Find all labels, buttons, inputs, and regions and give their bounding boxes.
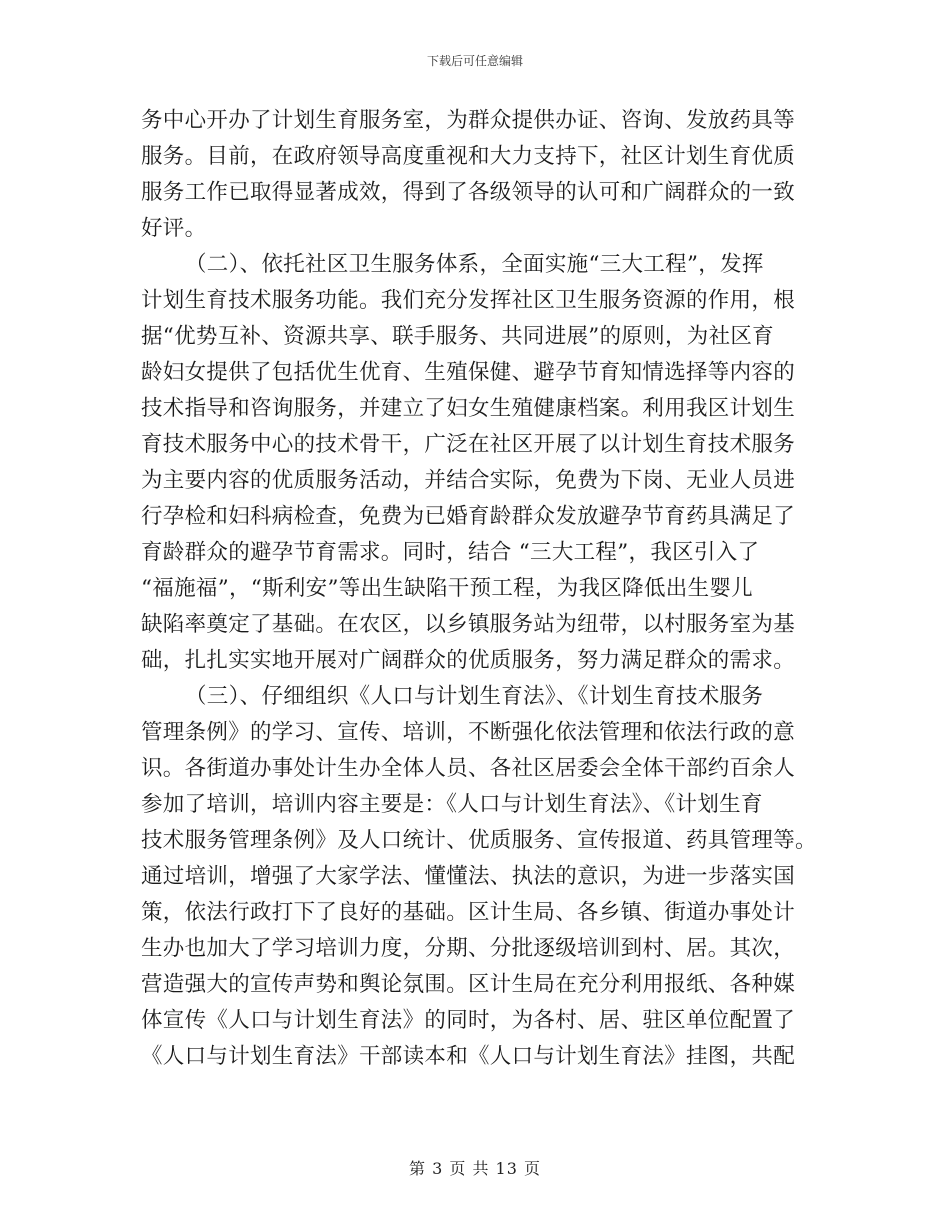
paragraph-2-line: 育龄群众的避孕节育需求。同时，结合 “三大工程”，我区引入了 xyxy=(141,540,760,565)
document-body xyxy=(141,103,817,1075)
paragraph-2-line: 龄妇女提供了包括优生优育、生殖保健、避孕节育知情选择等内容的 xyxy=(141,360,796,385)
paragraph-3-line: 管理条例》的学习、宣传、培训，不断强化依法管理和依法行政的意 xyxy=(141,720,796,745)
paragraph-2-line: 础，扎扎实实地开展对广阔群众的优质服务，努力满足群众的需求。 xyxy=(141,648,796,673)
paragraph-2-line: 据“优势互补、资源共享、联手服务、共同进展”的原则，为社区育 xyxy=(141,324,774,349)
paragraph-2-line: “福施福”，“斯利安”等出生缺陷干预工程，为我区降低出生婴儿 xyxy=(141,576,753,601)
paragraph-1-line: 好评。 xyxy=(141,216,207,241)
paragraph-3-line: 技术服务管理条例》及人口统计、优质服务、宣传报道、药具管理等。 xyxy=(141,828,817,853)
paragraph-2-line: 缺陷率奠定了基础。在农区，以乡镇服务站为纽带，以村服务室为基 xyxy=(141,612,796,637)
paragraph-2-line: 技术指导和咨询服务，并建立了妇女生殖健康档案。利用我区计划生 xyxy=(141,396,796,421)
paragraph-3-line: 参加了培训，培训内容主要是：《人口与计划生育法》、《计划生育 xyxy=(141,792,763,817)
page-number: 第 3 页 共 13 页 xyxy=(409,1159,541,1178)
paragraph-3-line: 通过培训，增强了大家学法、懂懂法、执法的意识，为进一步落实国 xyxy=(141,864,796,889)
page-header: 下载后可任意编辑 xyxy=(426,54,523,68)
paragraph-3-line: （三）、仔细组织《人口与计划生育法》、《计划生育技术服务 xyxy=(185,684,764,709)
paragraph-3-line: 生办也加大了学习培训力度，分期、分批逐级培训到村、居。其次， xyxy=(141,936,796,961)
paragraph-3-line: 识。各街道办事处计生办全体人员、各社区居委会全体干部约百余人 xyxy=(141,756,796,781)
paragraph-3-line: 策，依法行政打下了良好的基础。区计生局、各乡镇、街道办事处计 xyxy=(141,900,796,925)
paragraph-2-line: （二）、依托社区卫生服务体系，全面实施“三大工程”，发挥 xyxy=(185,252,764,277)
paragraph-3-line: 营造强大的宣传声势和舆论氛围。区计生局在充分利用报纸、各种媒 xyxy=(141,972,796,997)
paragraph-1-line: 服务。目前，在政府领导高度重视和大力支持下，社区计划生育优质 xyxy=(141,144,796,169)
paragraph-1-line: 务中心开办了计划生育服务室，为群众提供办证、咨询、发放药具等 xyxy=(141,108,796,133)
paragraph-3-line: 体宣传《人口与计划生育法》的同时，为各村、居、驻区单位配置了 xyxy=(141,1008,796,1033)
paragraph-2-line: 为主要内容的优质服务活动，并结合实际，免费为下岗、无业人员进 xyxy=(141,468,796,493)
paragraph-2-line: 育技术服务中心的技术骨干，广泛在社区开展了以计划生育技术服务 xyxy=(141,432,796,457)
paragraph-2-line: 计划生育技术服务功能。我们充分发挥社区卫生服务资源的作用，根 xyxy=(141,288,796,313)
paragraph-1-line: 服务工作已取得显著成效，得到了各级领导的认可和广阔群众的一致 xyxy=(141,180,796,205)
paragraph-2-line: 行孕检和妇科病检查，免费为已婚育龄群众发放避孕节育药具满足了 xyxy=(141,504,796,529)
paragraph-3-line: 《人口与计划生育法》干部读本和《人口与计划生育法》挂图，共配 xyxy=(141,1044,796,1069)
